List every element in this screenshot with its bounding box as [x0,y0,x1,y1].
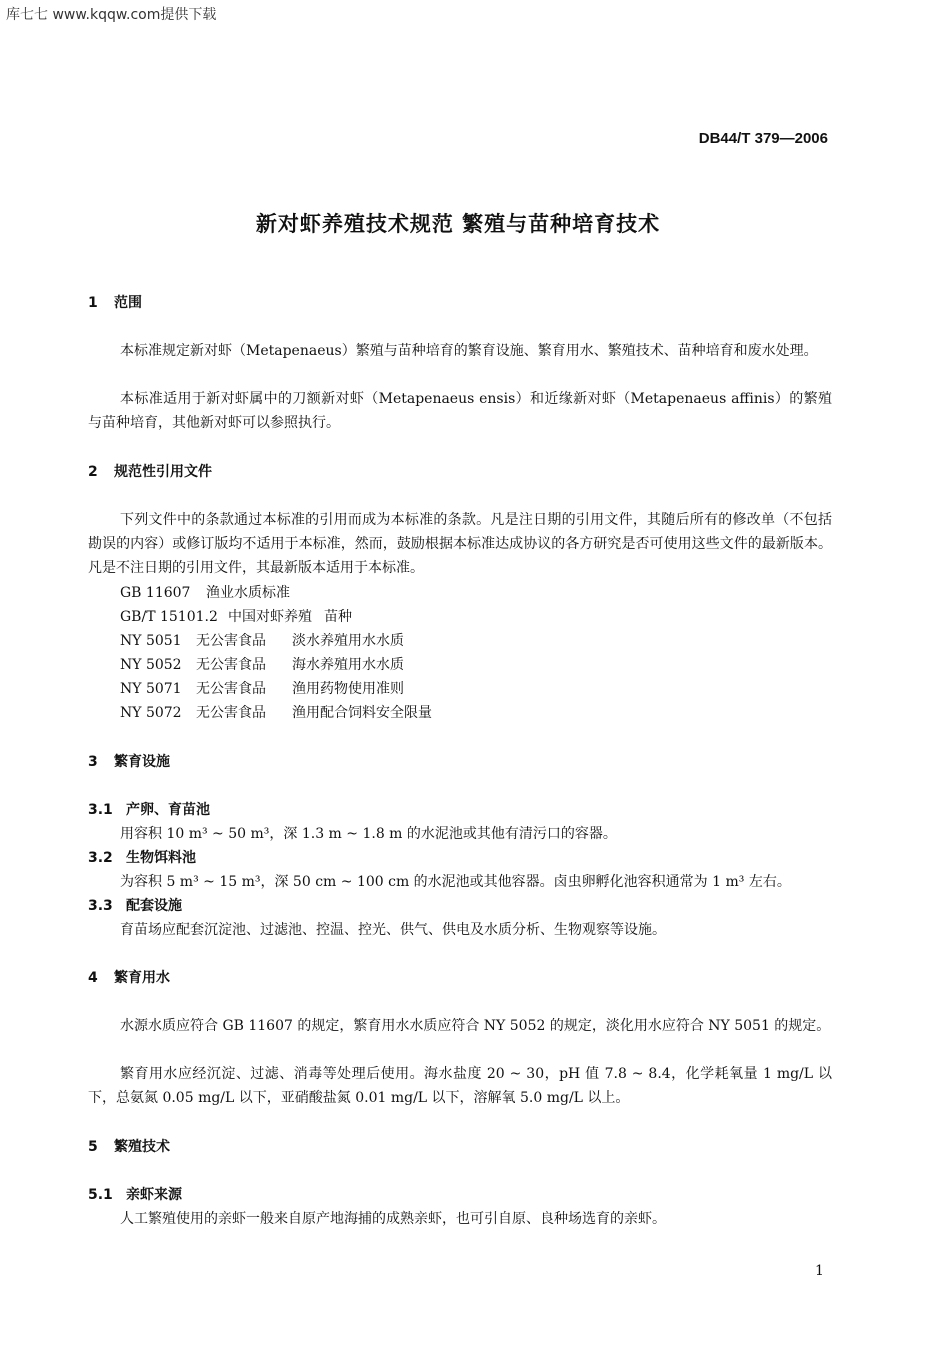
section-title: 规范性引用文件 [114,464,212,480]
reference-title: 中国对虾养殖 [228,609,312,625]
reference-title: 渔业水质标准 [206,585,290,601]
subsection-3-1-text: 用容积 10 m³ ~ 50 m³，深 1.3 m ~ 1.8 m 的水泥池或其他有清污口的容器。 [120,826,617,842]
subsection-title: 生物饵料池 [126,850,196,866]
section-title: 范围 [114,295,142,311]
watermark-text: 库七七 www.kqqw.com提供下载 [6,7,217,23]
subsection-3-2-text: 为容积 5 m³ ~ 15 m³，深 50 cm ~ 100 cm 的水泥池或其他容器。卤虫卵孵化池容积通常为 1 m³ 左右。 [120,874,791,890]
subsection-5-1-text: 人工繁殖使用的亲虾一般来自原产地海捕的成熟亲虾，也可引自原、良种场选育的亲虾。 [120,1211,666,1227]
section-title: 繁育设施 [114,754,170,770]
document-title: 新对虾养殖技术规范 繁殖与苗种培育技术 [255,212,661,236]
reference-item [120,630,404,650]
section-2-paragraph-1: 下列文件中的条款通过本标准的引用而成为本标准的条款。凡是注日期的引用文件，其随后所有的修改单（不包括勘误的内容）或修订版均不适用于本标准，然而，鼓励根据本标准达成协议的各方研究是否可使用这些文件的最新版本。凡是不注日期的引用文件，其最新版本适用于本标准。 [88,512,832,576]
section-1-heading [88,292,142,312]
section-4-paragraph-2: 繁育用水应经沉淀、过滤、消毒等处理后使用。海水盐度 20 ~ 30，pH 值 7.8 ~ 8.4，化学耗氧量 1 mg/L 以下，总氨氮 0.05 mg/L 以下，亚硝酸盐氮 0.01 mg/L 以下，溶解氧 5.0 mg/L 以上。 [88,1066,832,1106]
subsection-number: 3.1 [88,802,113,818]
reference-item [120,702,432,722]
reference-title: 无公害食品 [196,681,266,697]
reference-code: NY 5071 [120,681,182,697]
subsection-5-1-heading [88,1184,182,1204]
reference-title: 无公害食品 [196,705,266,721]
reference-title: 无公害食品 [196,657,266,673]
reference-code: NY 5072 [120,705,182,721]
reference-code: NY 5052 [120,657,182,673]
section-3-heading [88,751,170,771]
reference-item [120,654,404,674]
subsection-title: 配套设施 [126,898,182,914]
page-number: 1 [815,1263,824,1279]
subsection-title: 产卵、育苗池 [126,802,210,818]
section-title: 繁育用水 [114,970,170,986]
section-2-heading [88,461,212,481]
section-1-paragraph-1: 本标准规定新对虾（Metapenaeus）繁殖与苗种培育的繁育设施、繁育用水、繁殖技术、苗种培育和废水处理。 [120,343,818,359]
subsection-number: 5.1 [88,1187,113,1203]
subsection-title: 亲虾来源 [126,1187,182,1203]
section-number: 5 [88,1139,98,1155]
subsection-number: 3.2 [88,850,113,866]
reference-subtitle: 淡水养殖用水水质 [292,633,404,649]
section-5-heading [88,1136,170,1156]
section-1-paragraph-2: 本标准适用于新对虾属中的刀额新对虾（Metapenaeus ensis）和近缘新对虾（Metapenaeus affinis）的繁殖与苗种培育，其他新对虾可以参照执行。 [88,391,832,431]
subsection-3-1-heading [88,799,210,819]
section-4-paragraph-1: 水源水质应符合 GB 11607 的规定，繁育用水水质应符合 NY 5052 的规定，淡化用水应符合 NY 5051 的规定。 [120,1018,831,1034]
reference-code: NY 5051 [120,633,182,649]
section-number: 1 [88,295,98,311]
reference-title: 无公害食品 [196,633,266,649]
subsection-number: 3.3 [88,898,113,914]
reference-code: GB/T 15101.2 [120,609,218,625]
subsection-3-3-heading [88,895,182,915]
reference-subtitle: 苗种 [324,609,352,625]
section-number: 2 [88,464,98,480]
subsection-3-2-heading [88,847,196,867]
reference-item [120,582,290,602]
reference-subtitle: 海水养殖用水水质 [292,657,404,673]
reference-item [120,606,352,626]
section-4-heading [88,967,170,987]
subsection-3-3-text: 育苗场应配套沉淀池、过滤池、控温、控光、供气、供电及水质分析、生物观察等设施。 [120,922,666,938]
standard-code: DB44/T 379—2006 [698,130,828,147]
section-number: 4 [88,970,98,986]
section-number: 3 [88,754,98,770]
reference-item [120,678,404,698]
reference-code: GB 11607 [120,585,191,601]
reference-subtitle: 渔用药物使用准则 [292,681,404,697]
reference-subtitle: 渔用配合饲料安全限量 [292,705,432,721]
section-title: 繁殖技术 [114,1139,170,1155]
